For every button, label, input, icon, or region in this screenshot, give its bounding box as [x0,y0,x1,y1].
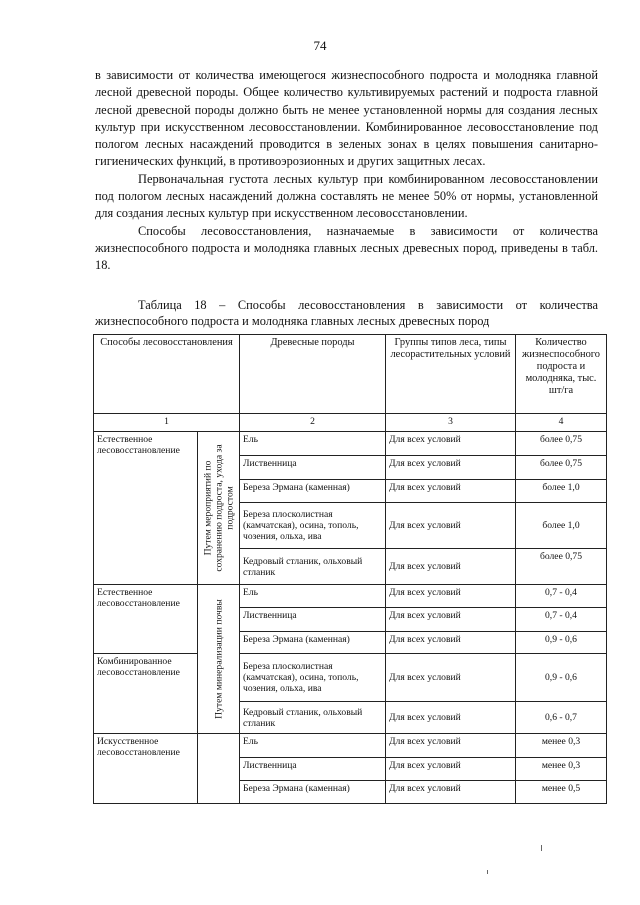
quantity-cell: 0,7 - 0,4 [516,585,607,608]
quantity-cell: 0,9 - 0,6 [516,632,607,654]
conditions-cell: Для всех условий [386,549,516,585]
conditions-cell: Для всех условий [386,432,516,456]
species-cell: Береза плосколистная (камчатская), осина, тополь, чозения, ольха, ива [240,503,386,549]
conditions-cell: Для всех условий [386,585,516,608]
quantity-cell: 0,6 - 0,7 [516,702,607,734]
species-cell: Лиственница [240,608,386,632]
method-cell: Естественное лесовосстановление [94,432,198,585]
species-cell: Береза Эрмана (каменная) [240,632,386,654]
scan-mark [487,870,488,874]
conditions-cell: Для всех условий [386,608,516,632]
species-cell: Кедровый стланик, ольховый стланик [240,702,386,734]
table-caption: Таблица 18 – Способы лесовосстановления в зависимости от количества жизнеспособного подроста и молодняка главных лесных древесных пород [95,298,598,328]
header-methods: Способы лесовосстановления [94,335,240,414]
quantity-cell: менее 0,3 [516,758,607,781]
header-species: Древесные породы [240,335,386,414]
table-row [94,432,607,456]
conditions-cell: Для всех условий [386,503,516,549]
quantity-cell: более 0,75 [516,549,607,585]
species-cell: Береза Эрмана (каменная) [240,480,386,503]
measure-cell [198,734,240,804]
table-header-row [94,335,607,414]
quantity-cell: более 0,75 [516,432,607,456]
measure-vertical-text: Путем мероприятий по сохранению подроста, ухода за подростом [202,444,235,572]
conditions-cell: Для всех условий [386,654,516,702]
conditions-cell: Для всех условий [386,632,516,654]
quantity-cell: более 1,0 [516,503,607,549]
species-cell: Береза плосколистная (камчатская), осина, тополь, чозения, ольха, ива [240,654,386,702]
conditions-cell: Для всех условий [386,734,516,758]
conditions-cell: Для всех условий [386,456,516,480]
reforestation-methods-table [93,334,607,804]
conditions-cell: Для всех условий [386,758,516,781]
header-forest-types: Группы типов леса, типы лесорастительных условий [386,335,516,414]
quantity-cell: более 0,75 [516,456,607,480]
table-row [94,654,607,702]
quantity-cell: более 1,0 [516,480,607,503]
scan-mark [541,845,542,851]
species-cell: Ель [240,585,386,608]
paragraph-3: Способы лесовосстановления, назначаемые в зависимости от количества жизнеспособного подроста и молодняка главных лесных древесных пород, приведены в табл. 18. [95,223,598,273]
species-cell: Береза Эрмана (каменная) [240,781,386,804]
conditions-cell: Для всех условий [386,781,516,804]
table-row [94,734,607,758]
header-quantity: Количество жизнеспособного подроста и молодняка, тыс. шт/га [516,335,607,414]
paragraph-2: Первоначальная густота лесных культур при комбинированном лесовосстановлении под пологом лесных насаждений должна составлять не менее 50% от нормы, установленной для создания лесных культур при искусственном лесовосстановлении. [95,171,598,221]
method-cell: Комбинированное лесовосстановление [94,654,198,734]
method-cell: Искусственное лесовосстановление [94,734,198,804]
conditions-cell: Для всех условий [386,702,516,734]
quantity-cell: менее 0,3 [516,734,607,758]
measure-cell [198,432,240,585]
column-number: 4 [516,414,607,432]
species-cell: Ель [240,734,386,758]
species-cell: Кедровый стланик, ольховый стланик [240,549,386,585]
column-number-row [94,414,607,432]
quantity-cell: 0,7 - 0,4 [516,608,607,632]
species-cell: Лиственница [240,456,386,480]
species-cell: Ель [240,432,386,456]
conditions-cell: Для всех условий [386,480,516,503]
quantity-cell: менее 0,5 [516,781,607,804]
table-row [94,585,607,608]
page-number: 74 [313,38,327,53]
species-cell: Лиственница [240,758,386,781]
quantity-cell: 0,9 - 0,6 [516,654,607,702]
column-number: 2 [240,414,386,432]
method-cell: Естественное лесовосстановление [94,585,198,654]
measure-vertical-text: Путем минерализации почвы [213,599,224,719]
body-text [95,67,598,275]
column-number: 3 [386,414,516,432]
measure-cell [198,585,240,734]
column-number: 1 [94,414,240,432]
paragraph-1: в зависимости от количества имеющегося жизнеспособного подроста и молодняка главной лесной древесной породы. Общее количество культивируемых растений и подроста главной лесной древесной породы должно быть не менее установленной нормы для создания лесных культур при искусственном лесовосстановлении. Комбинированное лесовосстановление под пологом лесных насаждений проводится в зеленых зонах в целях повышения санитарно-гигиенических функций, в противоэрозионных и других защитных лесах. [95,68,598,169]
